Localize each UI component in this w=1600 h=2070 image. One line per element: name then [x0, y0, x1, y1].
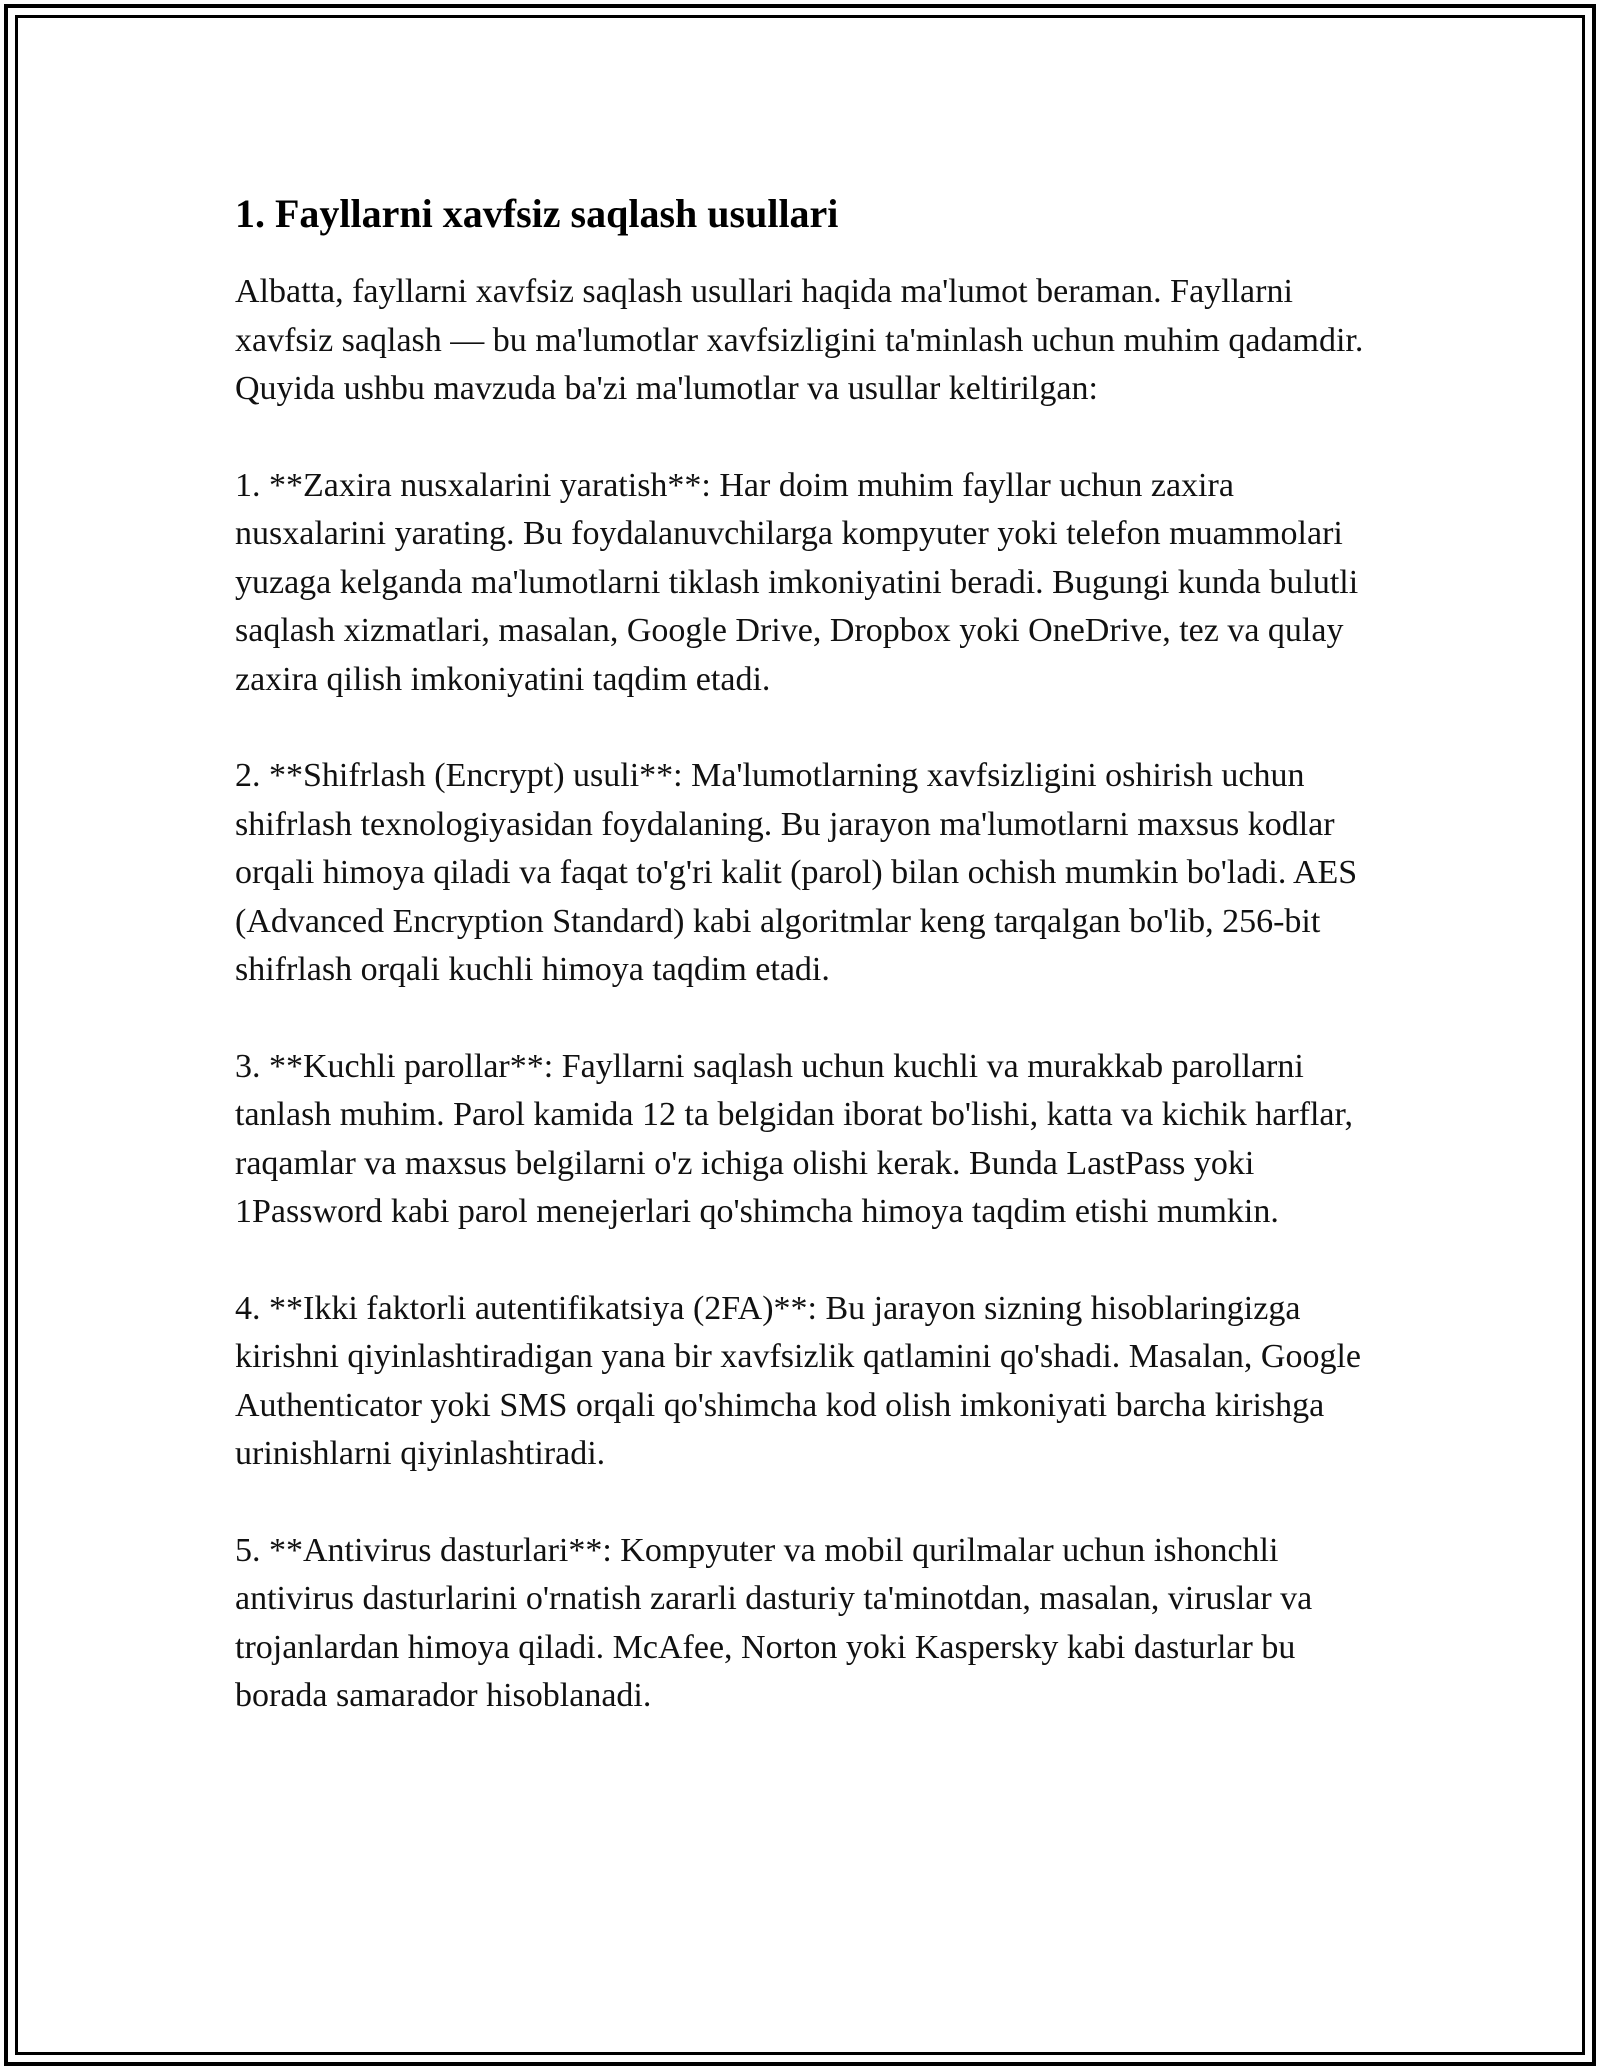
list-item-backup: 1. **Zaxira nusxalarini yaratish**: Har doim muhim fayllar uchun zaxira nusxalarini yarating. Bu foydalanuvchilarga kompyuter yoki telefon muammolari yuzaga kelganda ma'lumotlarni tiklash imkoniyatini beradi. Bugungi kunda bulutli saqlash xizmatlari, masalan, Google Drive, Dropbox yoki OneDrive, tez va qulay zaxira qilish imkoniyatini taqdim etadi. — [235, 466, 1367, 698]
list-item-antivirus: 5. **Antivirus dasturlari**: Kompyuter va mobil qurilmalar uchun ishonchli antivirus dasturlarini o'rnatish zararli dasturiy ta'minotdan, masalan, viruslar va trojanlardan himoya qiladi. McAfee, Norton yoki Kaspersky kabi dasturlar bu borada samarador hisoblanadi. — [235, 1531, 1321, 1714]
document-title: 1. Fayllarni xavfsiz saqlash usullari — [235, 191, 839, 236]
document-body — [235, 186, 1375, 1769]
list-item-strong-passwords: 3. **Kuchli parollar**: Fayllarni saqlash uchun kuchli va murakkab parollarni tanlash muhim. Parol kamida 12 ta belgidan iborat bo'lishi, katta va kichik harflar, raqamlar va maxsus belgilarni o'z ichiga olishi kerak. Bunda LastPass yoki 1Password kabi parol menejerlari qo'shimcha himoya taqdim etishi mumkin. — [235, 1047, 1362, 1230]
list-item-two-factor-auth: 4. **Ikki faktorli autentifikatsiya (2FA)**: Bu jarayon sizning hisoblaringizga kirishni qiyinlashtiradigan yana bir xavfsizlik qatlamini qo'shadi. Masalan, Google Authenticator yoki SMS orqali qo'shimcha kod olish imkoniyati barcha kirishga urinishlarni qiyinlashtiradi. — [235, 1289, 1368, 1472]
intro-paragraph: Albatta, fayllarni xavfsiz saqlash usullari haqida ma'lumot beraman. Fayllarni xavfsiz saqlash — bu ma'lumotlar xavfsizligini ta'minlash uchun muhim qadamdir. Quyida ushbu mavzuda ba'zi ma'lumotlar va usullar keltirilgan: — [235, 273, 1372, 407]
list-item-encryption: 2. **Shifrlash (Encrypt) usuli**: Ma'lumotlarning xavfsizligini oshirish uchun shifrlash texnologiyasidan foydalaning. Bu jarayon ma'lumotlarni maxsus kodlar orqali himoya qiladi va faqat to'g'ri kalit (parol) bilan ochish mumkin bo'ladi. AES (Advanced Encryption Standard) kabi algoritmlar keng tarqalgan bo'lib, 256-bit shifrlash orqali kuchli himoya taqdim etadi. — [235, 757, 1366, 988]
